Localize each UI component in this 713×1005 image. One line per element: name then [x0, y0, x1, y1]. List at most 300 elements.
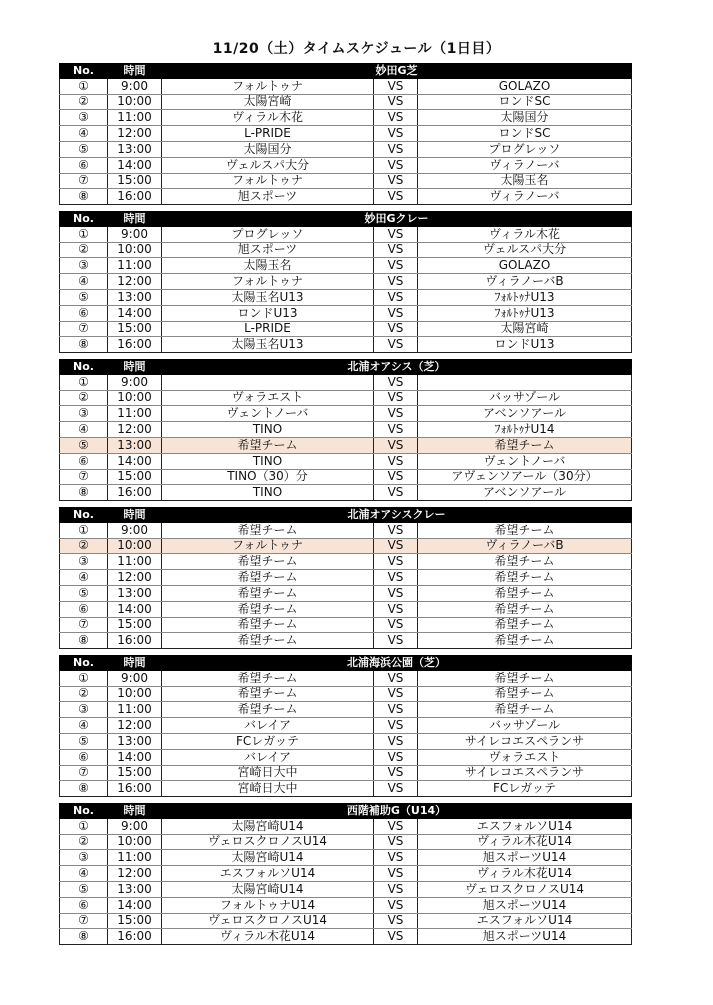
- table-row: [60, 781, 632, 797]
- away-team: 希望チーム: [418, 585, 632, 601]
- match-number: ①: [60, 818, 108, 834]
- match-number: ②: [60, 686, 108, 702]
- venue-name: 西階補助G（U14）: [162, 803, 632, 818]
- home-team: ヴェルスパ大分: [162, 157, 374, 173]
- kickoff-time: 14:00: [108, 749, 162, 765]
- table-row: [60, 538, 632, 554]
- kickoff-time: 10:00: [108, 834, 162, 850]
- home-team: バレイア: [162, 718, 374, 734]
- kickoff-time: 9:00: [108, 226, 162, 242]
- home-team: 希望チーム: [162, 570, 374, 586]
- table-row: [60, 733, 632, 749]
- match-number: ③: [60, 554, 108, 570]
- versus-label: VS: [374, 189, 418, 205]
- match-number: ⑤: [60, 881, 108, 897]
- versus-label: VS: [374, 321, 418, 337]
- versus-label: VS: [374, 570, 418, 586]
- table-row: [60, 321, 632, 337]
- away-team: エスフォルソU14: [418, 818, 632, 834]
- header-no: No.: [60, 507, 108, 522]
- kickoff-time: 10:00: [108, 538, 162, 554]
- kickoff-time: 12:00: [108, 718, 162, 734]
- versus-label: VS: [374, 173, 418, 189]
- header-time: 時間: [108, 359, 162, 374]
- away-team: 希望チーム: [418, 554, 632, 570]
- away-team: ヴィラノーバ: [418, 157, 632, 173]
- kickoff-time: 11:00: [108, 258, 162, 274]
- table-row: [60, 670, 632, 686]
- versus-label: VS: [374, 733, 418, 749]
- home-team: ヴォラエスト: [162, 390, 374, 406]
- venue-name: 北浦オアシスクレー: [162, 507, 632, 522]
- match-number: ⑤: [60, 437, 108, 453]
- home-team: 太陽宮崎U14: [162, 818, 374, 834]
- versus-label: VS: [374, 897, 418, 913]
- away-team: ﾌｫﾙﾄｩﾅU13: [418, 289, 632, 305]
- kickoff-time: 10:00: [108, 242, 162, 258]
- versus-label: VS: [374, 157, 418, 173]
- match-number: ⑦: [60, 765, 108, 781]
- table-row: [60, 469, 632, 485]
- schedule-table: [59, 655, 632, 797]
- table-row: [60, 633, 632, 649]
- table-row: [60, 601, 632, 617]
- table-row: [60, 881, 632, 897]
- match-number: ④: [60, 570, 108, 586]
- home-team: 希望チーム: [162, 585, 374, 601]
- schedule-table: [59, 63, 632, 205]
- home-team: 太陽国分: [162, 141, 374, 157]
- kickoff-time: 11:00: [108, 554, 162, 570]
- match-number: ⑥: [60, 305, 108, 321]
- kickoff-time: 15:00: [108, 321, 162, 337]
- away-team: 希望チーム: [418, 437, 632, 453]
- versus-label: VS: [374, 422, 418, 438]
- versus-label: VS: [374, 242, 418, 258]
- versus-label: VS: [374, 585, 418, 601]
- away-team: ロンドSC: [418, 126, 632, 142]
- away-team: FCレガッテ: [418, 781, 632, 797]
- match-number: ①: [60, 374, 108, 390]
- match-number: ①: [60, 670, 108, 686]
- match-number: ④: [60, 274, 108, 290]
- away-team: ロンドSC: [418, 94, 632, 110]
- kickoff-time: 9:00: [108, 78, 162, 94]
- away-team: 旭スポーツU14: [418, 897, 632, 913]
- away-team: 希望チーム: [418, 633, 632, 649]
- away-team: 旭スポーツU14: [418, 850, 632, 866]
- kickoff-time: 15:00: [108, 173, 162, 189]
- kickoff-time: 13:00: [108, 289, 162, 305]
- versus-label: VS: [374, 94, 418, 110]
- table-row: [60, 173, 632, 189]
- away-team: ヴェントノーバ: [418, 453, 632, 469]
- header-no: No.: [60, 655, 108, 670]
- schedule-table: [59, 507, 632, 649]
- home-team: TINO（30）分: [162, 469, 374, 485]
- versus-label: VS: [374, 718, 418, 734]
- page-title: 11/20（土）タイムスケジュール（1日目）: [212, 41, 501, 57]
- home-team: 太陽玉名U13: [162, 337, 374, 353]
- home-team: 希望チーム: [162, 702, 374, 718]
- versus-label: VS: [374, 126, 418, 142]
- home-team: L-PRIDE: [162, 126, 374, 142]
- kickoff-time: 14:00: [108, 157, 162, 173]
- match-number: ④: [60, 866, 108, 882]
- home-team: 太陽玉名: [162, 258, 374, 274]
- header-time: 時間: [108, 211, 162, 226]
- home-team: 希望チーム: [162, 522, 374, 538]
- match-number: ③: [60, 850, 108, 866]
- kickoff-time: 13:00: [108, 141, 162, 157]
- match-number: ⑤: [60, 585, 108, 601]
- versus-label: VS: [374, 749, 418, 765]
- home-team: ヴィラル木花U14: [162, 929, 374, 945]
- kickoff-time: 12:00: [108, 570, 162, 586]
- versus-label: VS: [374, 881, 418, 897]
- home-team: 宮崎日大中: [162, 765, 374, 781]
- home-team: フォルトゥナU14: [162, 897, 374, 913]
- away-team: ヴォラエスト: [418, 749, 632, 765]
- table-row: [60, 617, 632, 633]
- versus-label: VS: [374, 258, 418, 274]
- kickoff-time: 13:00: [108, 881, 162, 897]
- versus-label: VS: [374, 141, 418, 157]
- versus-label: VS: [374, 633, 418, 649]
- away-team: ヴィラル木花U14: [418, 834, 632, 850]
- match-number: ⑦: [60, 321, 108, 337]
- table-row: [60, 765, 632, 781]
- home-team: TINO: [162, 422, 374, 438]
- schedule-table: [59, 211, 632, 353]
- away-team: [418, 374, 632, 390]
- table-row: [60, 453, 632, 469]
- versus-label: VS: [374, 406, 418, 422]
- match-number: ⑦: [60, 469, 108, 485]
- table-row: [60, 585, 632, 601]
- away-team: 太陽国分: [418, 110, 632, 126]
- match-number: ④: [60, 718, 108, 734]
- match-number: ⑧: [60, 337, 108, 353]
- match-number: ③: [60, 702, 108, 718]
- table-header-row: [60, 803, 632, 818]
- versus-label: VS: [374, 289, 418, 305]
- home-team: ヴェロスクロノスU14: [162, 834, 374, 850]
- match-number: ②: [60, 834, 108, 850]
- table-row: [60, 522, 632, 538]
- kickoff-time: 9:00: [108, 670, 162, 686]
- header-time: 時間: [108, 507, 162, 522]
- away-team: エスフォルソU14: [418, 913, 632, 929]
- match-number: ③: [60, 110, 108, 126]
- home-team: 希望チーム: [162, 554, 374, 570]
- away-team: ヴェルスパ大分: [418, 242, 632, 258]
- versus-label: VS: [374, 686, 418, 702]
- versus-label: VS: [374, 437, 418, 453]
- kickoff-time: 9:00: [108, 374, 162, 390]
- away-team: プログレッソ: [418, 141, 632, 157]
- schedule-table: [59, 359, 632, 501]
- table-row: [60, 126, 632, 142]
- match-number: ④: [60, 422, 108, 438]
- away-team: ロンドU13: [418, 337, 632, 353]
- header-no: No.: [60, 803, 108, 818]
- home-team: 太陽宮崎U14: [162, 850, 374, 866]
- home-team: フォルトゥナ: [162, 274, 374, 290]
- match-number: ①: [60, 522, 108, 538]
- away-team: GOLAZO: [418, 258, 632, 274]
- home-team: ヴェントノーバ: [162, 406, 374, 422]
- match-number: ⑧: [60, 485, 108, 501]
- kickoff-time: 16:00: [108, 929, 162, 945]
- away-team: アベンソアール: [418, 406, 632, 422]
- match-number: ⑥: [60, 157, 108, 173]
- home-team: プログレッソ: [162, 226, 374, 242]
- away-team: 旭スポーツU14: [418, 929, 632, 945]
- table-row: [60, 157, 632, 173]
- away-team: 太陽宮崎: [418, 321, 632, 337]
- table-header-row: [60, 211, 632, 226]
- kickoff-time: 14:00: [108, 897, 162, 913]
- match-number: ⑤: [60, 733, 108, 749]
- home-team: L-PRIDE: [162, 321, 374, 337]
- table-row: [60, 274, 632, 290]
- kickoff-time: 16:00: [108, 633, 162, 649]
- kickoff-time: 16:00: [108, 781, 162, 797]
- table-row: [60, 686, 632, 702]
- table-row: [60, 749, 632, 765]
- away-team: 希望チーム: [418, 617, 632, 633]
- home-team: [162, 374, 374, 390]
- away-team: ヴィラノーバB: [418, 274, 632, 290]
- match-number: ⑥: [60, 601, 108, 617]
- kickoff-time: 16:00: [108, 485, 162, 501]
- versus-label: VS: [374, 702, 418, 718]
- match-number: ①: [60, 226, 108, 242]
- versus-label: VS: [374, 453, 418, 469]
- away-team: アヴェンソアール（30分）: [418, 469, 632, 485]
- home-team: TINO: [162, 453, 374, 469]
- versus-label: VS: [374, 390, 418, 406]
- table-row: [60, 554, 632, 570]
- kickoff-time: 11:00: [108, 110, 162, 126]
- home-team: 希望チーム: [162, 601, 374, 617]
- kickoff-time: 16:00: [108, 337, 162, 353]
- venue-name: 北浦オアシス（芝）: [162, 359, 632, 374]
- table-row: [60, 374, 632, 390]
- home-team: フォルトゥナ: [162, 538, 374, 554]
- table-row: [60, 866, 632, 882]
- home-team: 太陽宮崎U14: [162, 881, 374, 897]
- away-team: ﾌｫﾙﾄｩﾅU13: [418, 305, 632, 321]
- table-row: [60, 305, 632, 321]
- versus-label: VS: [374, 110, 418, 126]
- versus-label: VS: [374, 78, 418, 94]
- home-team: 旭スポーツ: [162, 242, 374, 258]
- kickoff-time: 12:00: [108, 866, 162, 882]
- away-team: ﾌｫﾙﾄｩﾅU14: [418, 422, 632, 438]
- away-team: ヴィラル木花: [418, 226, 632, 242]
- home-team: ヴィラル木花: [162, 110, 374, 126]
- table-header-row: [60, 63, 632, 78]
- away-team: 希望チーム: [418, 570, 632, 586]
- header-time: 時間: [108, 655, 162, 670]
- schedule-table: [59, 803, 632, 945]
- kickoff-time: 15:00: [108, 913, 162, 929]
- away-team: ヴィラノーバ: [418, 189, 632, 205]
- versus-label: VS: [374, 913, 418, 929]
- table-row: [60, 110, 632, 126]
- versus-label: VS: [374, 834, 418, 850]
- kickoff-time: 10:00: [108, 390, 162, 406]
- kickoff-time: 14:00: [108, 305, 162, 321]
- match-number: ③: [60, 258, 108, 274]
- away-team: 太陽玉名: [418, 173, 632, 189]
- match-number: ⑧: [60, 929, 108, 945]
- match-number: ②: [60, 94, 108, 110]
- versus-label: VS: [374, 337, 418, 353]
- versus-label: VS: [374, 818, 418, 834]
- table-row: [60, 818, 632, 834]
- versus-label: VS: [374, 617, 418, 633]
- match-number: ⑤: [60, 289, 108, 305]
- kickoff-time: 9:00: [108, 818, 162, 834]
- home-team: 太陽玉名U13: [162, 289, 374, 305]
- versus-label: VS: [374, 538, 418, 554]
- table-row: [60, 718, 632, 734]
- away-team: アベンソアール: [418, 485, 632, 501]
- versus-label: VS: [374, 929, 418, 945]
- table-row: [60, 929, 632, 945]
- table-row: [60, 94, 632, 110]
- versus-label: VS: [374, 226, 418, 242]
- table-row: [60, 141, 632, 157]
- away-team: 希望チーム: [418, 601, 632, 617]
- kickoff-time: 10:00: [108, 686, 162, 702]
- away-team: 希望チーム: [418, 522, 632, 538]
- match-number: ①: [60, 78, 108, 94]
- match-number: ③: [60, 406, 108, 422]
- table-row: [60, 437, 632, 453]
- home-team: 希望チーム: [162, 686, 374, 702]
- versus-label: VS: [374, 866, 418, 882]
- away-team: ヴィラノーバB: [418, 538, 632, 554]
- away-team: 希望チーム: [418, 702, 632, 718]
- versus-label: VS: [374, 850, 418, 866]
- kickoff-time: 11:00: [108, 702, 162, 718]
- kickoff-time: 11:00: [108, 850, 162, 866]
- venue-name: 北浦海浜公園（芝）: [162, 655, 632, 670]
- match-number: ⑦: [60, 913, 108, 929]
- table-header-row: [60, 655, 632, 670]
- table-row: [60, 422, 632, 438]
- away-team: 希望チーム: [418, 670, 632, 686]
- versus-label: VS: [374, 670, 418, 686]
- kickoff-time: 11:00: [108, 406, 162, 422]
- table-row: [60, 189, 632, 205]
- kickoff-time: 15:00: [108, 617, 162, 633]
- versus-label: VS: [374, 522, 418, 538]
- table-row: [60, 258, 632, 274]
- venue-name: 妙田G芝: [162, 63, 632, 78]
- match-number: ⑧: [60, 189, 108, 205]
- kickoff-time: 12:00: [108, 126, 162, 142]
- table-row: [60, 390, 632, 406]
- match-number: ⑤: [60, 141, 108, 157]
- away-team: サイレコエスペランサ: [418, 733, 632, 749]
- kickoff-time: 12:00: [108, 274, 162, 290]
- home-team: ロンドU13: [162, 305, 374, 321]
- home-team: FCレガッテ: [162, 733, 374, 749]
- match-number: ⑦: [60, 617, 108, 633]
- versus-label: VS: [374, 765, 418, 781]
- match-number: ⑥: [60, 453, 108, 469]
- kickoff-time: 10:00: [108, 94, 162, 110]
- away-team: GOLAZO: [418, 78, 632, 94]
- away-team: 希望チーム: [418, 686, 632, 702]
- home-team: 希望チーム: [162, 633, 374, 649]
- versus-label: VS: [374, 469, 418, 485]
- home-team: バレイア: [162, 749, 374, 765]
- away-team: バッサゾール: [418, 390, 632, 406]
- table-row: [60, 702, 632, 718]
- versus-label: VS: [374, 485, 418, 501]
- table-row: [60, 226, 632, 242]
- table-row: [60, 570, 632, 586]
- table-row: [60, 337, 632, 353]
- kickoff-time: 13:00: [108, 585, 162, 601]
- kickoff-time: 14:00: [108, 601, 162, 617]
- kickoff-time: 13:00: [108, 437, 162, 453]
- kickoff-time: 15:00: [108, 765, 162, 781]
- header-no: No.: [60, 359, 108, 374]
- kickoff-time: 13:00: [108, 733, 162, 749]
- match-number: ⑦: [60, 173, 108, 189]
- home-team: フォルトゥナ: [162, 173, 374, 189]
- away-team: サイレコエスペランサ: [418, 765, 632, 781]
- away-team: ヴィラル木花U14: [418, 866, 632, 882]
- header-time: 時間: [108, 63, 162, 78]
- away-team: バッサゾール: [418, 718, 632, 734]
- versus-label: VS: [374, 554, 418, 570]
- match-number: ④: [60, 126, 108, 142]
- table-header-row: [60, 359, 632, 374]
- versus-label: VS: [374, 781, 418, 797]
- header-time: 時間: [108, 803, 162, 818]
- table-row: [60, 406, 632, 422]
- home-team: フォルトゥナ: [162, 78, 374, 94]
- match-number: ②: [60, 242, 108, 258]
- versus-label: VS: [374, 305, 418, 321]
- table-row: [60, 78, 632, 94]
- home-team: 希望チーム: [162, 670, 374, 686]
- home-team: 希望チーム: [162, 437, 374, 453]
- home-team: 希望チーム: [162, 617, 374, 633]
- match-number: ⑥: [60, 897, 108, 913]
- home-team: ヴェロスクロノスU14: [162, 913, 374, 929]
- versus-label: VS: [374, 274, 418, 290]
- home-team: 旭スポーツ: [162, 189, 374, 205]
- venue-name: 妙田Gクレー: [162, 211, 632, 226]
- home-team: エスフォルソU14: [162, 866, 374, 882]
- table-row: [60, 242, 632, 258]
- away-team: ヴェロスクロノスU14: [418, 881, 632, 897]
- match-number: ②: [60, 538, 108, 554]
- match-number: ⑧: [60, 781, 108, 797]
- match-number: ⑥: [60, 749, 108, 765]
- match-number: ⑧: [60, 633, 108, 649]
- kickoff-time: 9:00: [108, 522, 162, 538]
